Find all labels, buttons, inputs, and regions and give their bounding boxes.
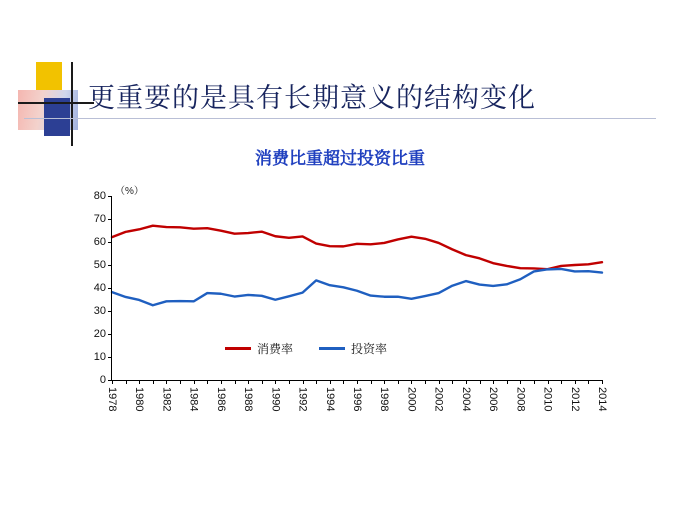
y-axis-tick-label: 20 bbox=[93, 328, 106, 340]
x-axis-tick-label: 2006 bbox=[487, 387, 500, 412]
x-axis-tick-label: 2010 bbox=[541, 387, 554, 412]
x-axis-tick-label: 1978 bbox=[106, 387, 118, 412]
x-axis-tick-mark bbox=[452, 380, 453, 384]
x-axis-tick-mark bbox=[248, 380, 249, 384]
series-line-investment bbox=[112, 269, 602, 305]
legend-item-investment bbox=[319, 340, 387, 357]
title-divider bbox=[24, 118, 656, 119]
decorative-logo-block bbox=[18, 62, 94, 146]
x-axis-tick-label: 1982 bbox=[160, 387, 173, 412]
x-axis-tick-mark bbox=[112, 380, 113, 384]
x-axis-tick-mark bbox=[507, 380, 508, 384]
y-axis-tick-label: 10 bbox=[93, 351, 106, 363]
y-axis-tick-label: 50 bbox=[93, 259, 106, 271]
x-axis-tick-mark bbox=[330, 380, 331, 384]
x-axis-tick-mark bbox=[384, 380, 385, 384]
x-axis-tick-label: 2000 bbox=[405, 387, 418, 412]
y-axis-tick-label: 40 bbox=[93, 282, 106, 294]
x-axis-tick-label: 1998 bbox=[378, 387, 391, 412]
x-axis-tick-mark bbox=[221, 380, 222, 384]
y-axis-tick-label: 30 bbox=[93, 305, 106, 317]
x-axis-tick-mark bbox=[235, 380, 236, 384]
y-axis-tick-label: 70 bbox=[93, 213, 106, 225]
x-axis-tick-label: 2014 bbox=[596, 387, 608, 412]
series-line-consumption bbox=[112, 226, 602, 269]
y-axis-tick-mark bbox=[108, 265, 112, 266]
y-axis-tick-mark bbox=[108, 334, 112, 335]
x-axis-tick-mark bbox=[357, 380, 358, 384]
x-axis-tick-label: 1994 bbox=[323, 387, 336, 412]
x-axis-tick-mark bbox=[439, 380, 440, 384]
y-axis-tick-label: 60 bbox=[93, 236, 106, 248]
y-axis-tick-mark bbox=[108, 196, 112, 197]
deco-vertical-line bbox=[71, 62, 73, 146]
x-axis-tick-label: 1986 bbox=[214, 387, 227, 412]
deco-horizontal-line bbox=[18, 102, 94, 104]
x-axis-tick-mark bbox=[466, 380, 467, 384]
legend-swatch-consumption bbox=[225, 347, 251, 350]
x-axis-tick-mark bbox=[534, 380, 535, 384]
y-axis-tick-mark bbox=[108, 219, 112, 220]
x-axis-tick-mark bbox=[275, 380, 276, 384]
y-axis-tick-mark bbox=[108, 311, 112, 312]
x-axis-tick-mark bbox=[588, 380, 589, 384]
x-axis-tick-mark bbox=[126, 380, 127, 384]
x-axis-tick-label: 2002 bbox=[432, 387, 445, 412]
y-axis-tick-mark bbox=[108, 288, 112, 289]
x-axis-tick-mark bbox=[166, 380, 167, 384]
y-axis-tick-mark bbox=[108, 242, 112, 243]
x-axis-tick-mark bbox=[493, 380, 494, 384]
x-axis-tick-mark bbox=[316, 380, 317, 384]
x-axis-tick-mark bbox=[180, 380, 181, 384]
x-axis-tick-label: 1988 bbox=[242, 387, 255, 412]
y-axis-tick-mark bbox=[108, 357, 112, 358]
y-axis-tick-label: 0 bbox=[99, 374, 106, 386]
x-axis-tick-mark bbox=[411, 380, 412, 384]
x-axis-tick-mark bbox=[602, 380, 603, 384]
legend-label-investment: 投资率 bbox=[351, 342, 388, 356]
x-axis-tick-mark bbox=[303, 380, 304, 384]
x-axis-tick-label: 2004 bbox=[459, 387, 472, 412]
chart-container bbox=[60, 182, 620, 462]
x-axis-tick-mark bbox=[371, 380, 372, 384]
x-axis-tick-mark bbox=[520, 380, 521, 384]
x-axis-tick-label: 1984 bbox=[187, 387, 200, 412]
x-axis-tick-label: 2012 bbox=[568, 387, 581, 412]
y-axis-tick-label: 80 bbox=[93, 190, 106, 202]
slide-title: 更重要的是具有长期意义的结构变化 bbox=[88, 83, 536, 113]
x-axis-tick-label: 1996 bbox=[351, 387, 363, 412]
x-axis-tick-mark bbox=[561, 380, 562, 384]
x-axis-tick-label: 1980 bbox=[133, 387, 146, 412]
x-axis-tick-mark bbox=[398, 380, 399, 384]
legend-item-consumption bbox=[225, 340, 293, 357]
x-axis-tick-mark bbox=[289, 380, 290, 384]
chart-legend bbox=[225, 340, 387, 357]
chart-subtitle: 消费比重超过投资比重 bbox=[255, 149, 425, 168]
x-axis-tick-mark bbox=[139, 380, 140, 384]
x-axis-tick-mark bbox=[425, 380, 426, 384]
x-axis-tick-mark bbox=[343, 380, 344, 384]
x-axis-tick-mark bbox=[262, 380, 263, 384]
x-axis-tick-mark bbox=[153, 380, 154, 384]
legend-label-consumption: 消费率 bbox=[257, 342, 294, 356]
x-axis-tick-mark bbox=[575, 380, 576, 384]
y-axis-unit-label: （%） bbox=[115, 186, 144, 197]
x-axis-tick-label: 2008 bbox=[514, 387, 527, 412]
x-axis-tick-mark bbox=[194, 380, 195, 384]
x-axis-tick-mark bbox=[207, 380, 208, 384]
x-axis-tick-mark bbox=[480, 380, 481, 384]
legend-swatch-investment bbox=[319, 347, 345, 350]
x-axis-tick-label: 1990 bbox=[269, 387, 282, 412]
x-axis-tick-label: 1992 bbox=[296, 387, 309, 412]
x-axis-tick-mark bbox=[548, 380, 549, 384]
